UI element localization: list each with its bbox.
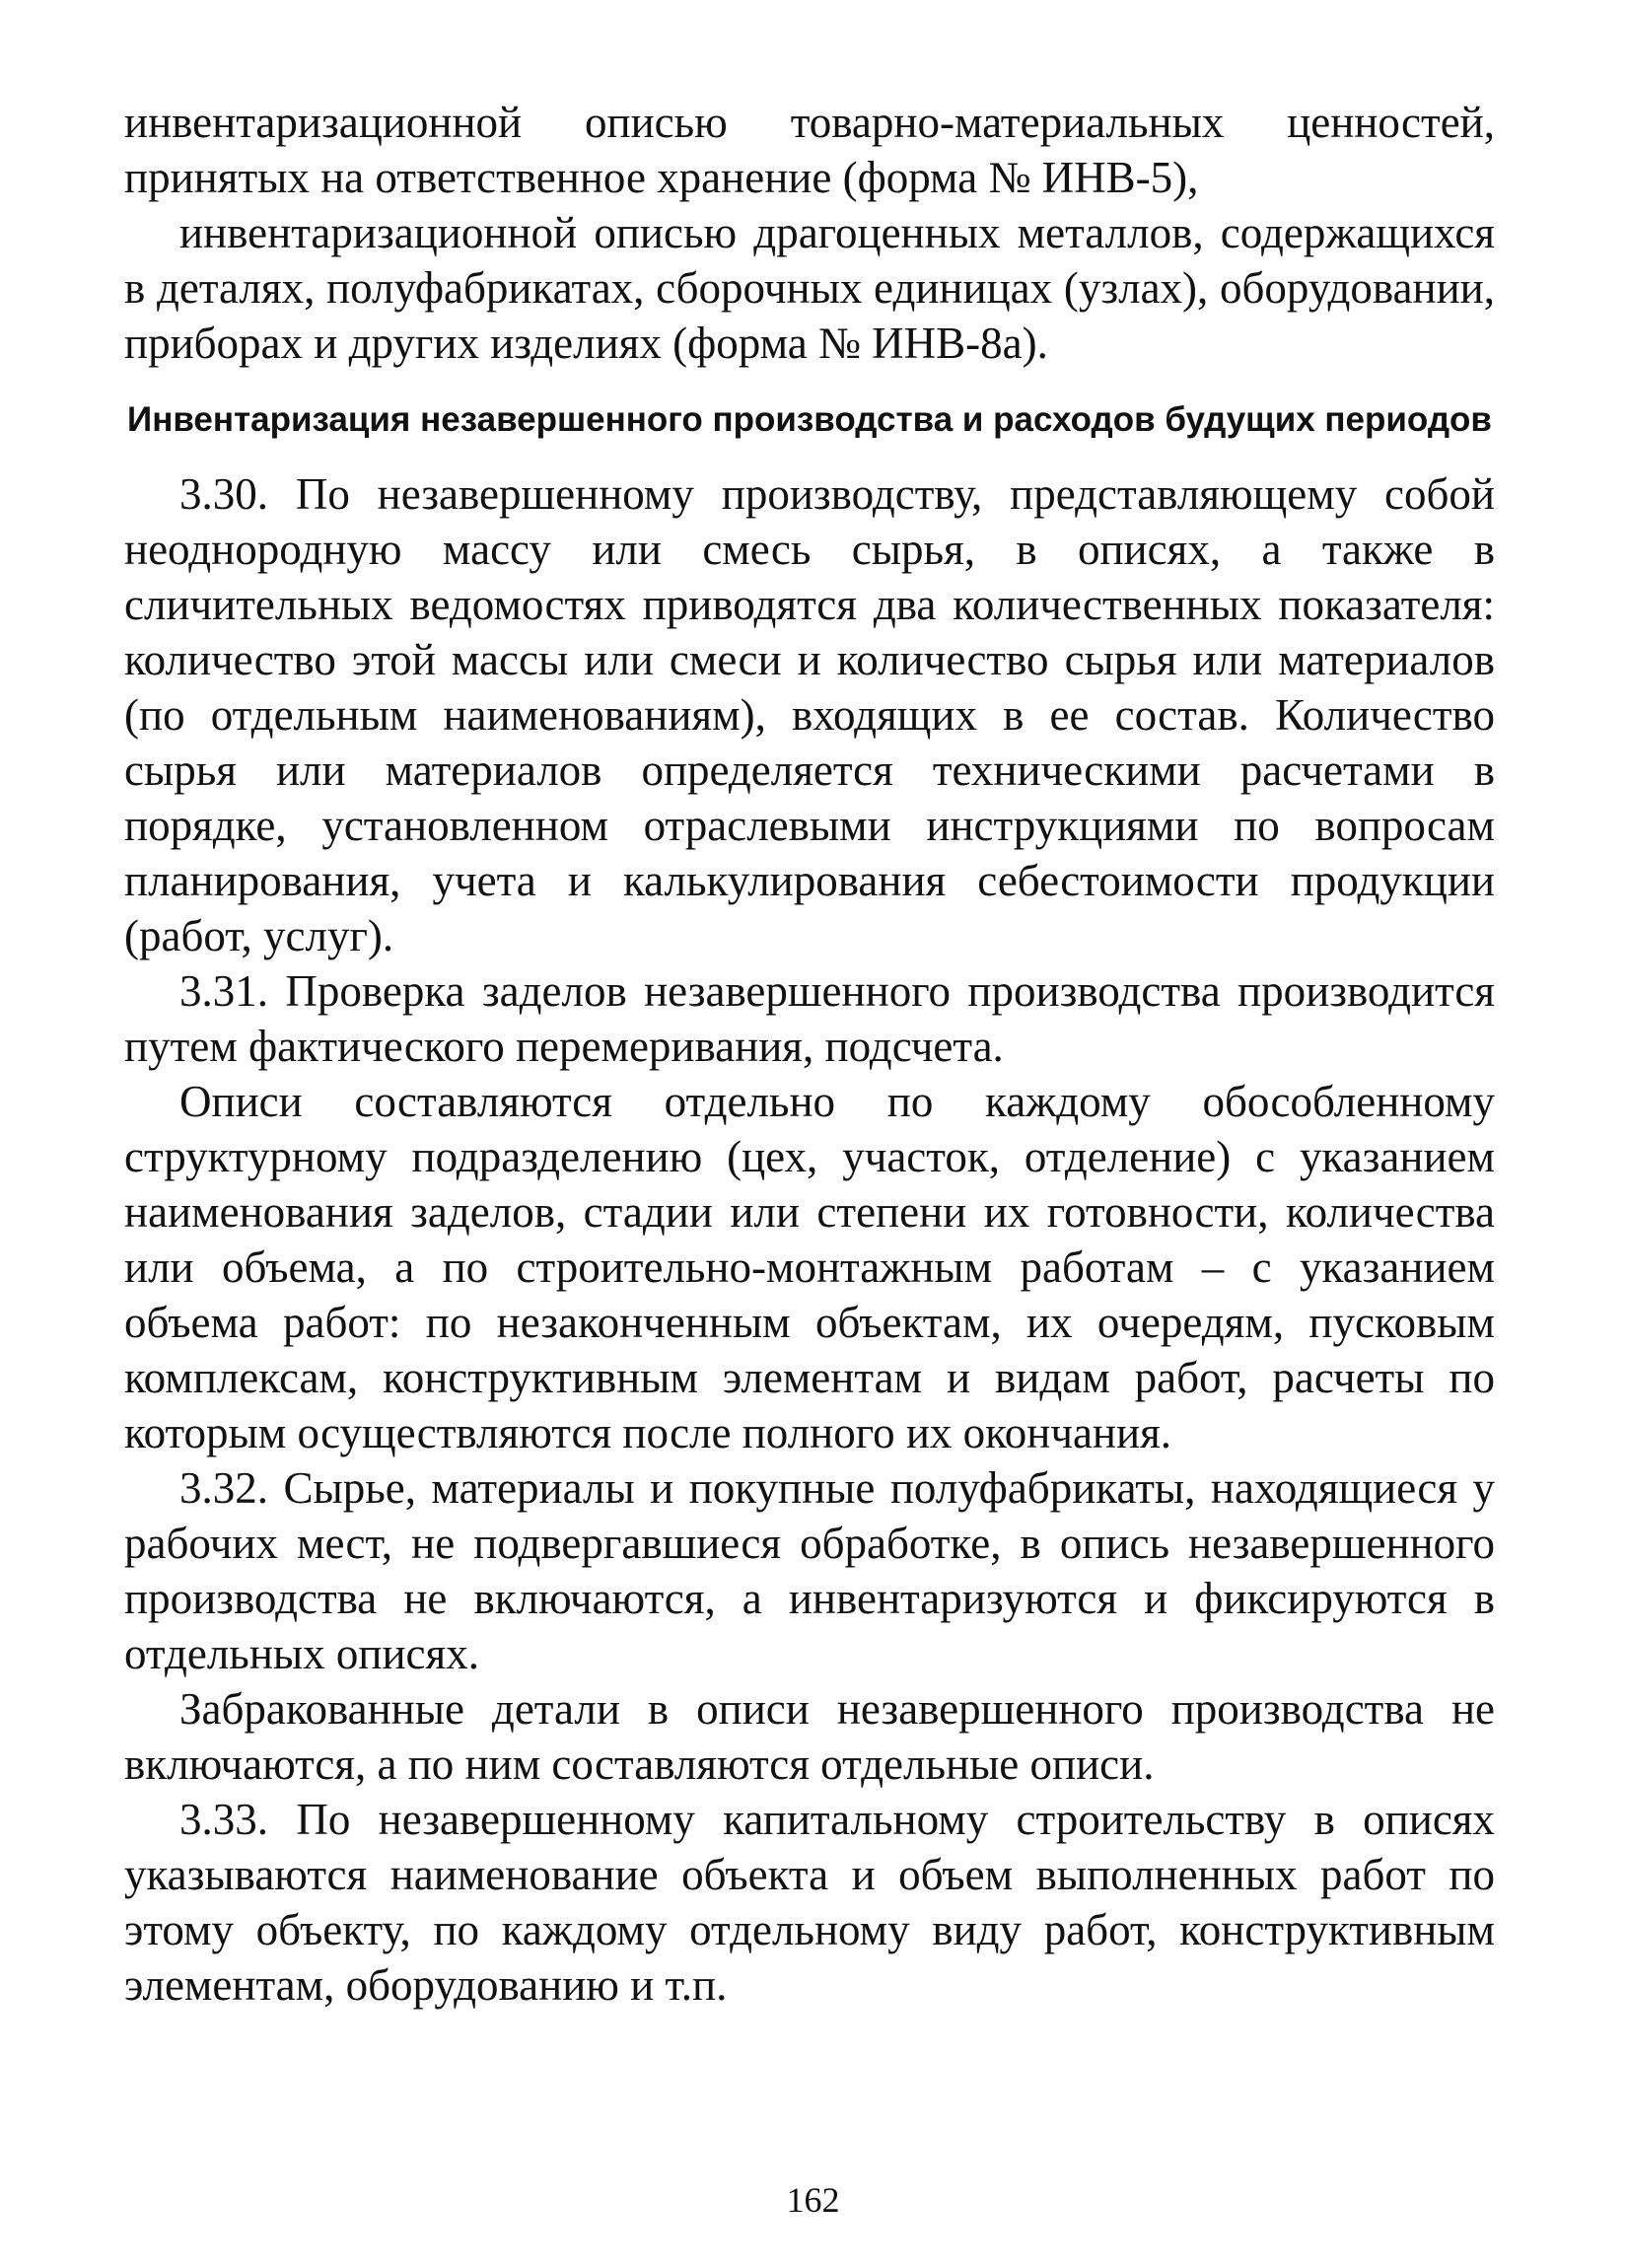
page-number: 162 [786,2180,840,2220]
paragraph-3-32: 3.32. Сырье, материалы и покупные полуфабрикаты, находящиеся у рабочих мест, не подвергавшиеся обработке, в опись незавершенного производства не включаются, а инвентаризуются и фиксируются в отдельных описях. [124,1463,1495,1678]
paragraph-inv8a: инвентаризационной описью драгоценных металлов, содержащихся в деталях, полуфабрикатах, сборочных единицах (узлах), оборудовании, приборах и других изделиях (форма № ИНВ-8а). [124,208,1495,368]
paragraph-inv5: инвентаризационной описью товарно-материальных ценностей, принятых на ответственное хранение (форма № ИНВ-5), [124,98,1495,202]
paragraph-inventories: Описи составляются отдельно по каждому обособленному структурному подразделению (цех, участок, отделение) с указанием наименования заделов, стадии или степени их готовности, количества или объема, а по строительно-монтажным работам – с указанием объема работ: по незаконченным объектам, их очередям, пусковым комплексам, конструктивным элементам и видам работ, расчеты по которым осуществляются после полного их окончания. [124,1077,1495,1457]
section-heading: Инвентаризация незавершенного производства и расходов будущих периодов [127,400,1492,439]
paragraph-rejected: Забракованные детали в описи незавершенного производства не включаются, а по ним составляются отдельные описи. [124,1684,1495,1789]
page-body [124,95,1495,2013]
paragraph-3-33: 3.33. По незавершенному капитальному строительству в описях указываются наименование объекта и объем выполненных работ по этому объекту, по каждому отдельному виду работ, конструктивным элементам, оборудованию и т.п. [124,1795,1495,2010]
paragraph-3-31: 3.31. Проверка заделов незавершенного производства производится путем фактического перемеривания, подсчета. [124,966,1495,1071]
paragraph-3-30: 3.30. По незавершенному производству, представляющему собой неоднородную массу или смесь сырья, в описях, а также в сличительных ведомостях приводятся два количественных показателя: количество этой массы или смеси и количество сырья или материалов (по отдельным наименованиям), входящих в ее состав. Количество сырья или материалов определяется техническими расчетами в порядке, установленном отраслевыми инструкциями по вопросам планирования, учета и калькулирования себестоимости продукции (работ, услуг). [124,469,1495,960]
